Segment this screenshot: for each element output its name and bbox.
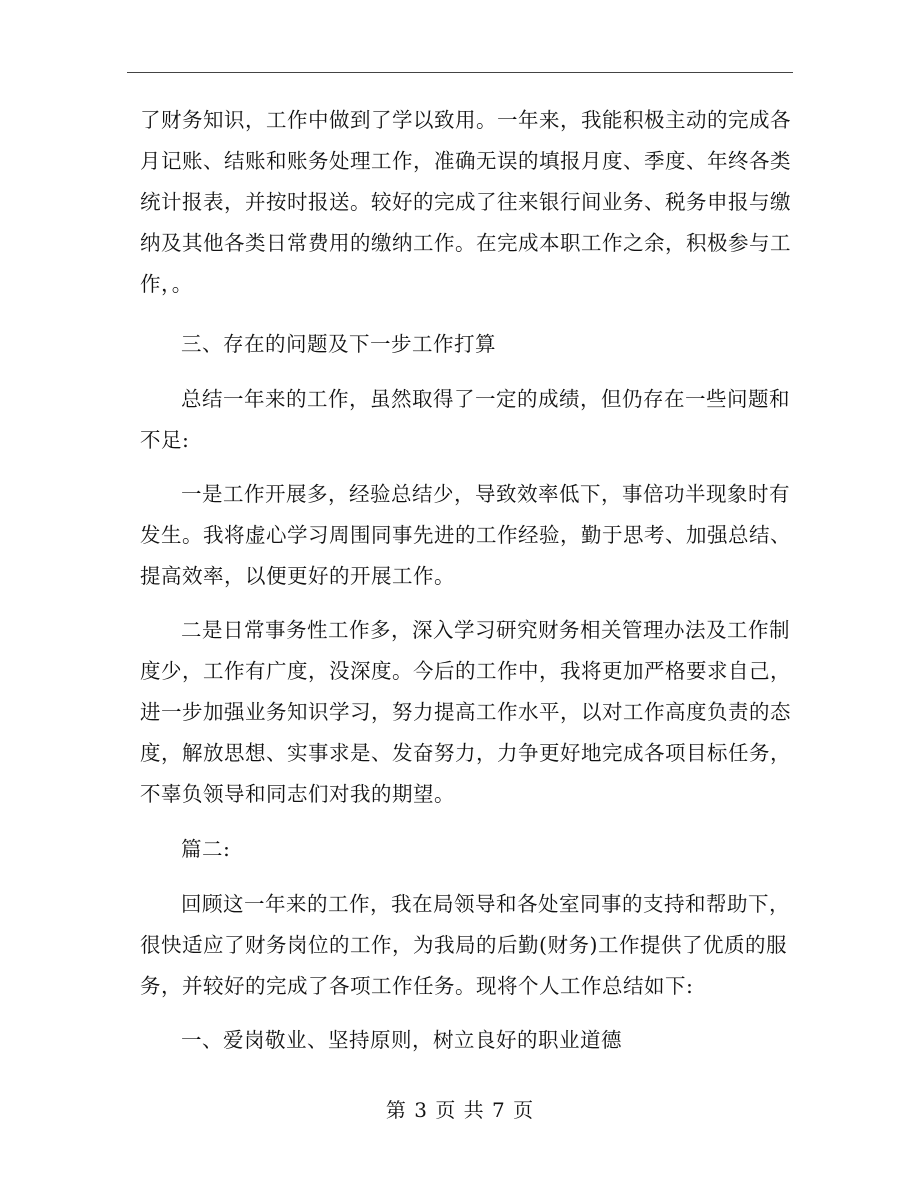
header-divider — [127, 72, 793, 73]
paragraph-continuation: 了财务知识，工作中做到了学以致用。一年来，我能积极主动的完成各月记账、结账和账务处理工作，准确无误的填报月度、季度、年终各类统计报表，并按时报送。较好的完成了往来银行间业务、税务申报与缴纳及其他各类日常费用的缴纳工作。在完成本职工作之余，积极参与工作，。 — [140, 108, 791, 296]
section-heading-part-two: 篇二: — [181, 837, 231, 861]
section-heading-dedication: 一、爱岗敬业、坚持原则，树立良好的职业道德 — [181, 1028, 622, 1052]
paragraph-summary-intro: 总结一年来的工作，虽然取得了一定的成绩，但仍存在一些问题和不足: — [140, 387, 790, 452]
paragraph-issue-one: 一是工作开展多，经验总结少，导致效率低下，事倍功半现象时有发生。我将虚心学习周围同事先进的工作经验，勤于思考、加强总结、提高效率，以便更好的开展工作。 — [140, 482, 791, 588]
page-number-footer: 第 3 页 共 7 页 — [385, 1098, 535, 1122]
paragraph-issue-two: 二是日常事务性工作多，深入学习研究财务相关管理办法及工作制度少，工作有广度，没深度。今后的工作中，我将更加严格要求自己，进一步加强业务知识学习，努力提高工作水平，以对工作高度负责的态度，解放思想、实事求是、发奋努力，力争更好地完成各项目标任务，不辜负领导和同志们对我的期望。 — [140, 618, 791, 806]
paragraph-review: 回顾这一年来的工作，我在局领导和各处室同事的支持和帮助下，很快适应了财务岗位的工作，为我局的后勤(财务)工作提供了优质的服务，并较好的完成了各项工作任务。现将个人工作总结如下: — [140, 892, 790, 998]
section-heading-problems: 三、存在的问题及下一步工作打算 — [181, 332, 496, 356]
